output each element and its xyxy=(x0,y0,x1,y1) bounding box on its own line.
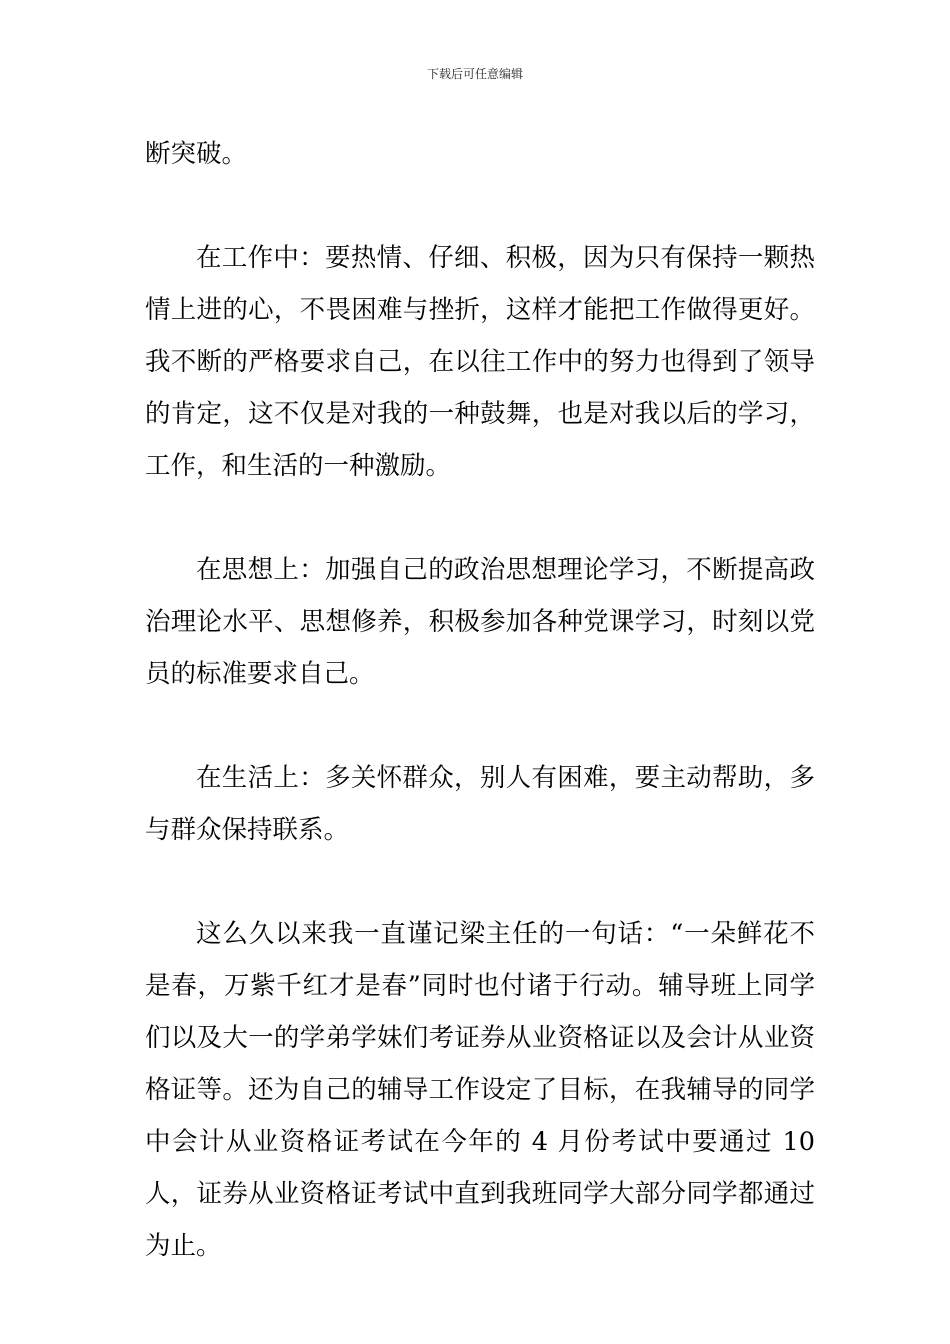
paragraph-thought: 在思想上：加强自己的政治思想理论学习，不断提高政治理论水平、思想修养，积极参加各种党课学习，时刻以党员的标准要求自己。 xyxy=(145,555,815,689)
paragraph-tutoring: 这么久以来我一直谨记梁主任的一句话：“一朵鲜花不是春，万紫千红才是春”同时也付诸于行动。辅导班上同学们以及大一的学弟学妹们考证券从业资格证以及会计从业资格证等。还为自己的辅导工作设定了目标，在我辅导的同学中会计从业资格证考试在今年的 4 月份考试中要通过 10 人，证券从业资格证考试中直到我班同学大部分同学都通过为止。 xyxy=(145,919,815,1261)
paragraph-life: 在生活上：多关怀群众，别人有困难，要主动帮助，多与群众保持联系。 xyxy=(145,763,815,845)
paragraph-continuation: 断突破。 xyxy=(145,139,248,169)
paragraph-work: 在工作中：要热情、仔细、积极，因为只有保持一颗热情上进的心，不畏困难与挫折，这样才能把工作做得更好。我不断的严格要求自己，在以往工作中的努力也得到了领导的肯定，这不仅是对我的一种鼓舞，也是对我以后的学习，工作，和生活的一种激励。 xyxy=(145,243,815,481)
header-note: 下载后可任意编辑 xyxy=(426,67,523,81)
document-body xyxy=(145,128,815,1272)
